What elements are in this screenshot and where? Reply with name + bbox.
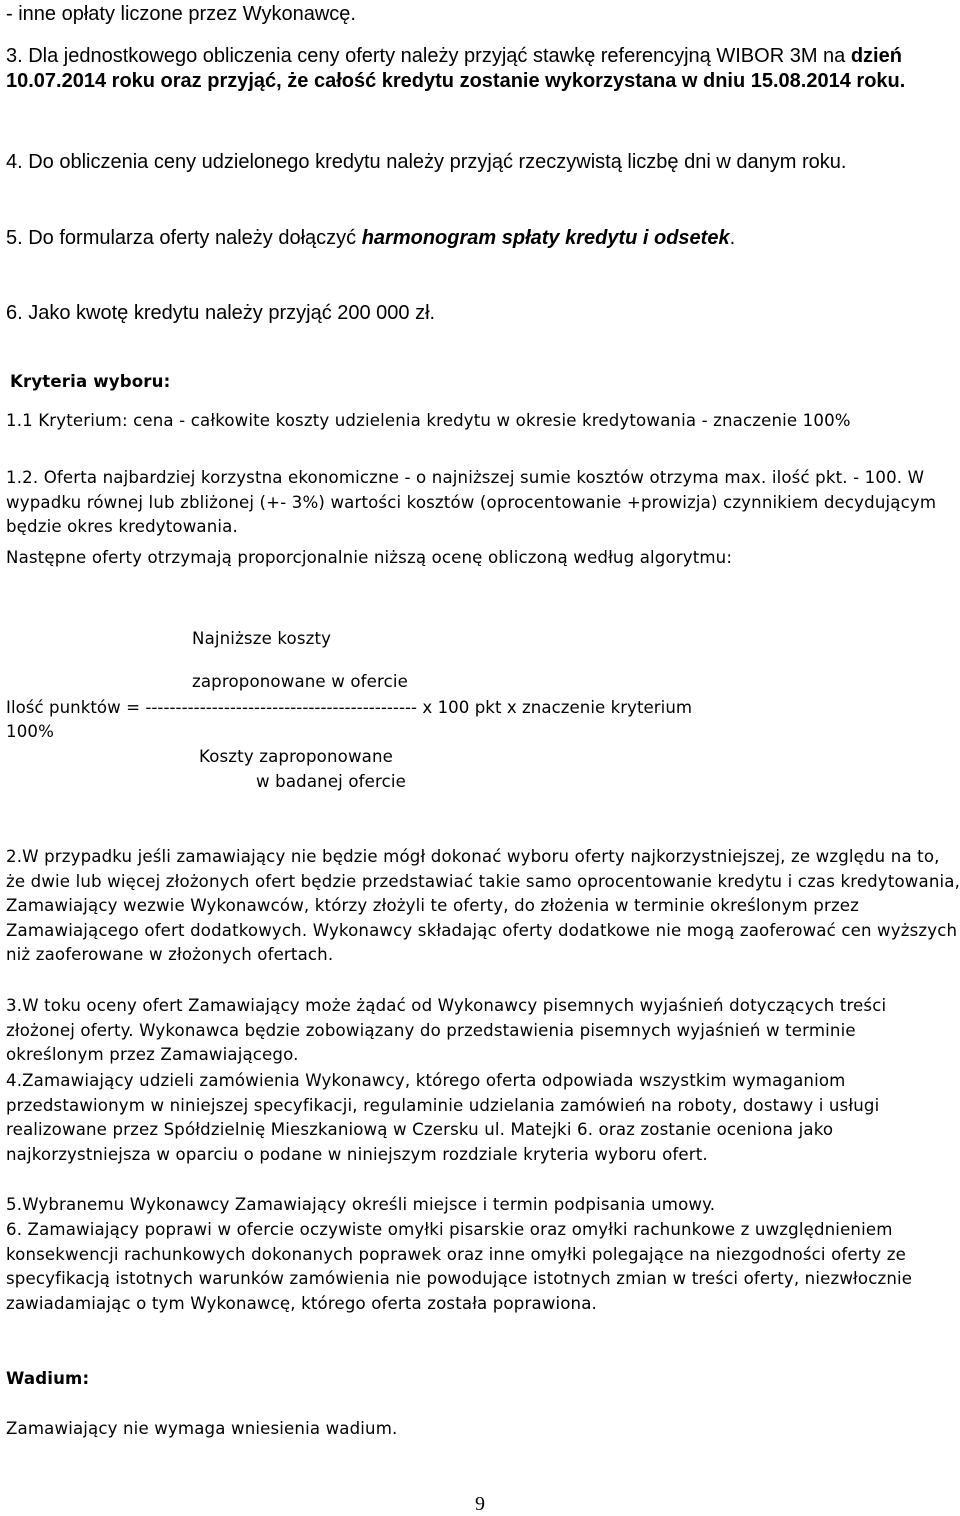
- next-offers-line: Następne oferty otrzymają proporcjonalnie niższą ocenę obliczoną według algorytmu:: [6, 548, 733, 567]
- paragraph-5: 5.Wybranemu Wykonawcy Zamawiający określi miejsce i termin podpisania umowy.: [6, 1195, 716, 1214]
- item-5-end: .: [729, 227, 736, 249]
- formula-percent: 100%: [6, 722, 55, 741]
- criteria-heading: Kryteria wyboru:: [10, 372, 171, 391]
- item-5-text: 5. Do formularza oferty należy dołączyć: [6, 227, 362, 249]
- formula-denominator-line-1: Koszty zaproponowane: [199, 747, 394, 766]
- item-3-bold-text: dzień 10.07.2014 roku oraz przyjąć, że całość kredytu zostanie wykorzystana w dniu 15.08.2014 roku.: [6, 45, 906, 92]
- paragraph-3: 3.W toku oceny ofert Zamawiający może żądać od Wykonawcy pisemnych wyjaśnień dotyczących treści złożonej oferty. Wykonawca będzie zobowiązany do przedstawienia pisemnych wyjaśnień w terminie określonym przez Zamawiającego.: [6, 996, 887, 1065]
- criterion-1-2: [6, 466, 952, 540]
- item-6: 6. Jako kwotę kredytu należy przyjąć 200 000 zł.: [6, 302, 436, 324]
- wadium-text: Zamawiający nie wymaga wniesienia wadium.: [6, 1419, 398, 1438]
- paragraph-4: 4.Zamawiający udzieli zamówienia Wykonawcy, którego oferta odpowiada wszystkim wymaganiom przedstawionym w niniejszej specyfikacji, regulaminie udzielania zamówień na roboty, dostawy i usługi realizowane przez Spółdzielnię Mieszkaniową w Czersku ul. Matejki 6. oraz zostanie oceniona jako najkorzystniejsza w oparciu o podane w niniejszym rozdziale kryteria wyboru ofert.: [6, 1071, 880, 1164]
- formula-denominator-line-2: w badanej ofercie: [256, 772, 407, 791]
- item-3: [6, 44, 958, 94]
- formula-main-line: Ilość punktów = --------------------------------------------- x 100 pkt x znaczenie kryterium: [6, 698, 693, 717]
- paragraph-6: 6. Zamawiający poprawi w ofercie oczywiste omyłki pisarskie oraz omyłki rachunkowe z uwzględnieniem konsekwencji rachunkowych dokonanych poprawek oraz inne omyłki polegające na niezgodności oferty ze specyfikacją istotnych warunków zamówienia nie powodujące istotnych zmian w treści oferty, niezwłocznie zawiadamiając o tym Wykonawcę, którego oferta została poprawiona.: [6, 1220, 913, 1313]
- item-4: 4. Do obliczenia ceny udzielonego kredytu należy przyjąć rzeczywistą liczbę dni w danym roku.: [6, 151, 847, 173]
- page-number: 9: [475, 1493, 485, 1515]
- paragraph-2: 2.W przypadku jeśli zamawiający nie będzie mógł dokonać wyboru oferty najkorzystniejszej, ze względu na to, że dwie lub więcej złożonych ofert będzie przedstawiać takie samo oprocentowanie kredytu i czas kredytowania, Zamawiający wezwie Wykonawców, którzy złożyli te oferty, do złożenia w terminie określonym przez Zamawiającego ofert dodatkowych. Wykonawcy składając oferty dodatkowe nie mogą zaoferować cen wyższych niż zaoferowane w złożonych ofertach.: [6, 847, 960, 965]
- criterion-1-2-text: 1.2. Oferta najbardziej korzystna ekonomiczne - o najniższej sumie kosztów otrzyma max. ilość pkt. - 100: [6, 468, 897, 487]
- wadium-heading: Wadium:: [6, 1369, 90, 1388]
- criterion-1-2-continuation: . W wypadku równej lub zbliżonej (+- 3%) wartości kosztów (oprocentowanie +prowizja) czynnikiem decydującym będzie okres kredytowania.: [6, 468, 937, 537]
- item-3-text: 3. Dla jednostkowego obliczenia ceny oferty należy przyjąć stawkę referencyjną WIBOR 3M na: [6, 45, 851, 67]
- criterion-1-1: 1.1 Kryterium: cena - całkowite koszty udzielenia kredytu w okresie kredytowania - znaczenie 100%: [6, 411, 851, 430]
- formula-numerator-line-1: Najniższe koszty: [192, 629, 332, 648]
- item-5: [6, 226, 958, 251]
- formula-numerator-line-2: zaproponowane w ofercie: [192, 672, 409, 691]
- other-fees-line: - inne opłaty liczone przez Wykonawcę.: [6, 3, 356, 25]
- item-5-bold-italic-text: harmonogram spłaty kredytu i odsetek: [361, 227, 730, 249]
